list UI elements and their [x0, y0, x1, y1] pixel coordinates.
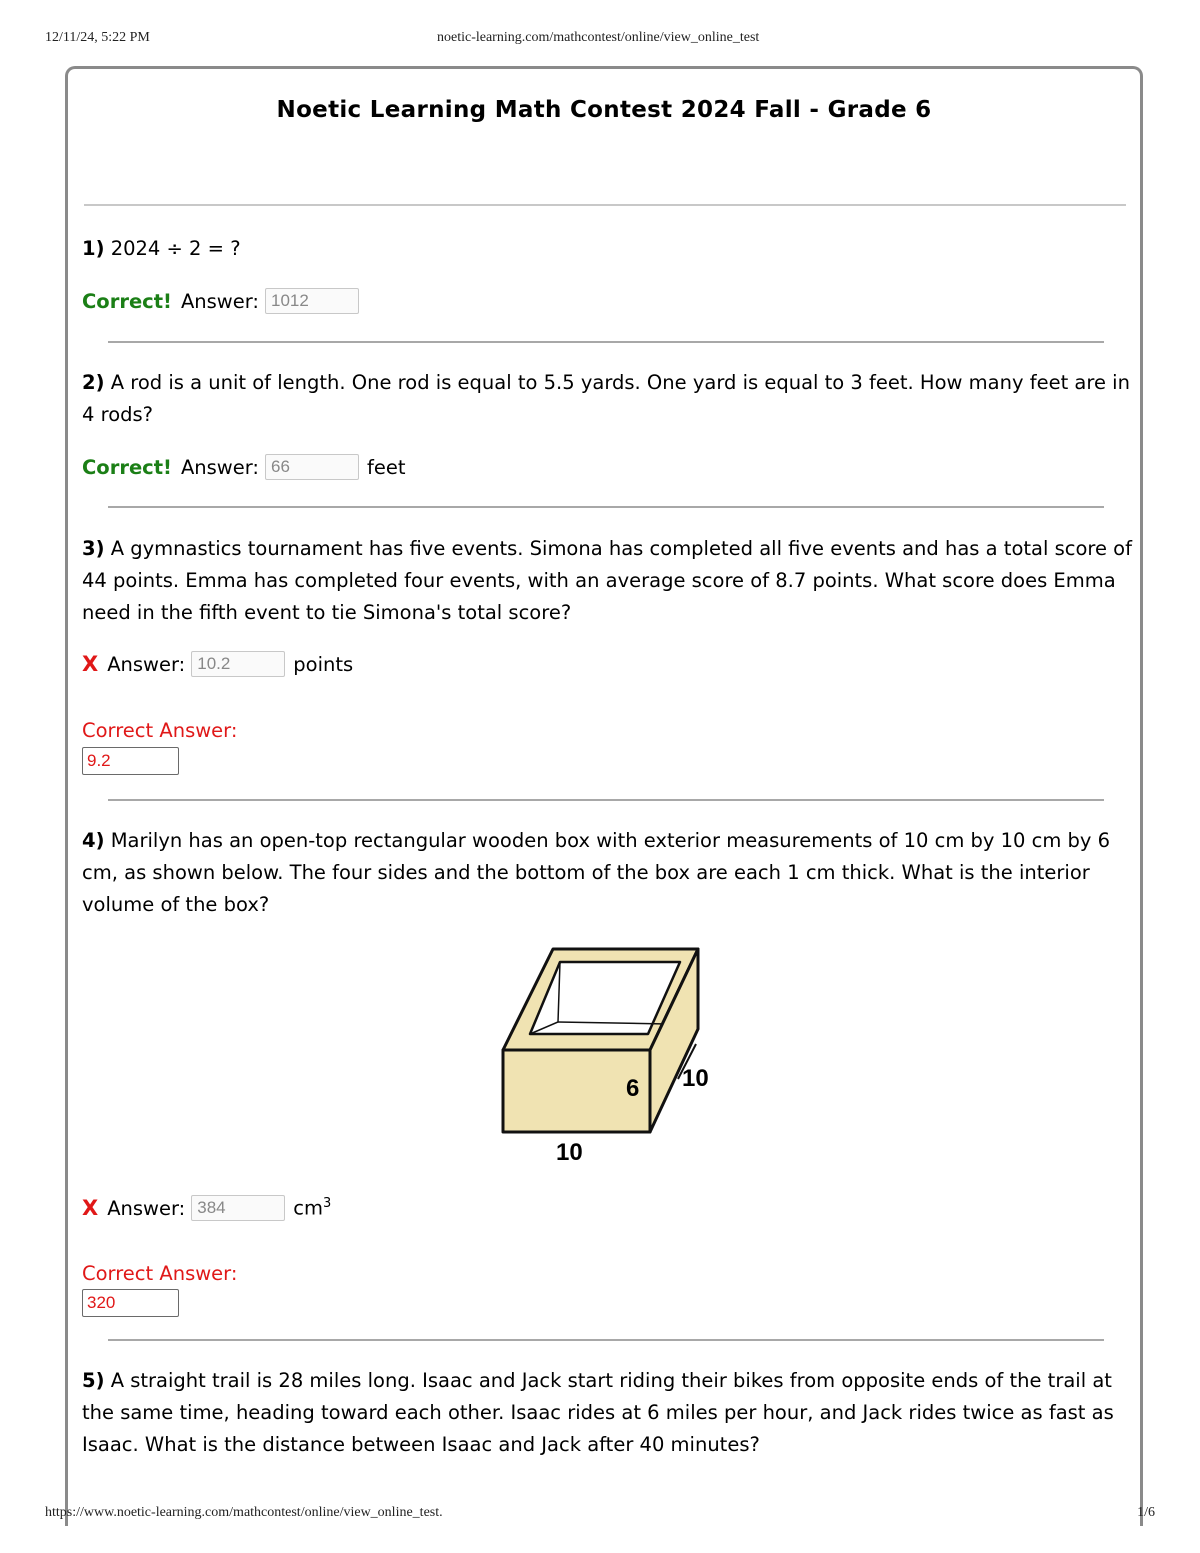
question-body: A gymnastics tournament has five events. Simona has completed all five events and has a total score of 44 points. Emma has completed four events, with an average score of 8.7 points. What score does Emma need in the fifth event to tie Simona's total score? — [82, 537, 1132, 624]
answer-row — [82, 651, 353, 677]
question-number: 1) — [82, 237, 105, 260]
depth-label: 10 — [682, 1065, 709, 1092]
correct-answer-field[interactable]: 9.2 — [82, 747, 179, 775]
question-divider — [108, 1339, 1104, 1341]
print-footer — [45, 1505, 1155, 1525]
question-number: 2) — [82, 371, 105, 394]
print-url: noetic-learning.com/mathcontest/online/view_online_test — [437, 30, 760, 45]
question-5 — [82, 1365, 1132, 1461]
question-text — [82, 825, 1132, 921]
question-divider — [108, 341, 1104, 343]
answer-row — [82, 288, 367, 314]
footer-url: https://www.noetic-learning.com/mathcontest/online/view_online_test. — [45, 1505, 443, 1520]
question-number: 4) — [82, 829, 105, 852]
question-number: 3) — [82, 537, 105, 560]
question-body: Marilyn has an open-top rectangular wooden box with exterior measurements of 10 cm by 10 cm by 6 cm, as shown below. The four sides and the bottom of the box are each 1 cm thick. What is the interior volume of the box? — [82, 829, 1111, 916]
correct-status: Correct! — [82, 289, 172, 313]
answer-row — [82, 1195, 331, 1221]
answer-label: Answer: — [180, 289, 260, 313]
correct-status: Correct! — [82, 455, 172, 479]
question-3 — [82, 533, 1132, 770]
answer-label: Answer: — [107, 652, 186, 676]
question-text — [82, 533, 1132, 629]
correct-answer-field[interactable]: 320 — [82, 1289, 179, 1317]
width-label: 10 — [556, 1139, 583, 1164]
open-box-figure — [498, 944, 738, 1164]
title-divider — [84, 204, 1126, 206]
question-divider — [108, 799, 1104, 801]
test-panel — [65, 66, 1143, 1526]
question-divider — [108, 506, 1104, 508]
answer-unit: feet — [367, 455, 406, 479]
height-label: 6 — [626, 1075, 640, 1102]
answer-label: Answer: — [107, 1196, 186, 1220]
unit-text: cm — [293, 1196, 323, 1220]
wrong-status-icon: X — [82, 1196, 99, 1220]
answer-label: Answer: — [180, 455, 260, 479]
unit-exponent: 3 — [322, 1196, 332, 1212]
print-date: 12/11/24, 5:22 PM — [45, 30, 150, 45]
answer-field[interactable]: 384 — [191, 1195, 285, 1221]
answer-field[interactable]: 10.2 — [191, 651, 285, 677]
question-body: A straight trail is 28 miles long. Isaac and Jack start riding their bikes from opposite ends of the trail at the same time, heading toward each other. Isaac rides at 6 miles per hour, and Jack rides twice as fast as Isaac. What is the distance between Isaac and Jack after 40 minutes? — [82, 1369, 1114, 1456]
question-body: A rod is a unit of length. One rod is equal to 5.5 yards. One yard is equal to 3 feet. How many feet are in 4 rods? — [82, 371, 1130, 426]
print-header — [45, 30, 1155, 50]
answer-field[interactable]: 1012 — [265, 288, 359, 314]
question-text — [82, 367, 1132, 431]
wrong-status-icon: X — [82, 652, 99, 676]
question-number: 5) — [82, 1369, 105, 1392]
question-4 — [82, 825, 1132, 1312]
answer-unit — [293, 1196, 331, 1220]
question-text — [82, 1365, 1132, 1461]
answer-field[interactable]: 66 — [265, 454, 359, 480]
question-2 — [82, 367, 1132, 479]
question-body: 2024 ÷ 2 = ? — [110, 237, 241, 260]
correct-answer-label: Correct Answer: — [82, 1262, 238, 1285]
correct-answer-label: Correct Answer: — [82, 719, 238, 742]
answer-row — [82, 454, 406, 480]
question-1 — [82, 233, 1132, 313]
page-number: 1/6 — [1137, 1505, 1155, 1520]
answer-unit: points — [293, 652, 354, 676]
question-text — [82, 233, 1132, 265]
page-title: Noetic Learning Math Contest 2024 Fall - Grade 6 — [276, 97, 932, 123]
